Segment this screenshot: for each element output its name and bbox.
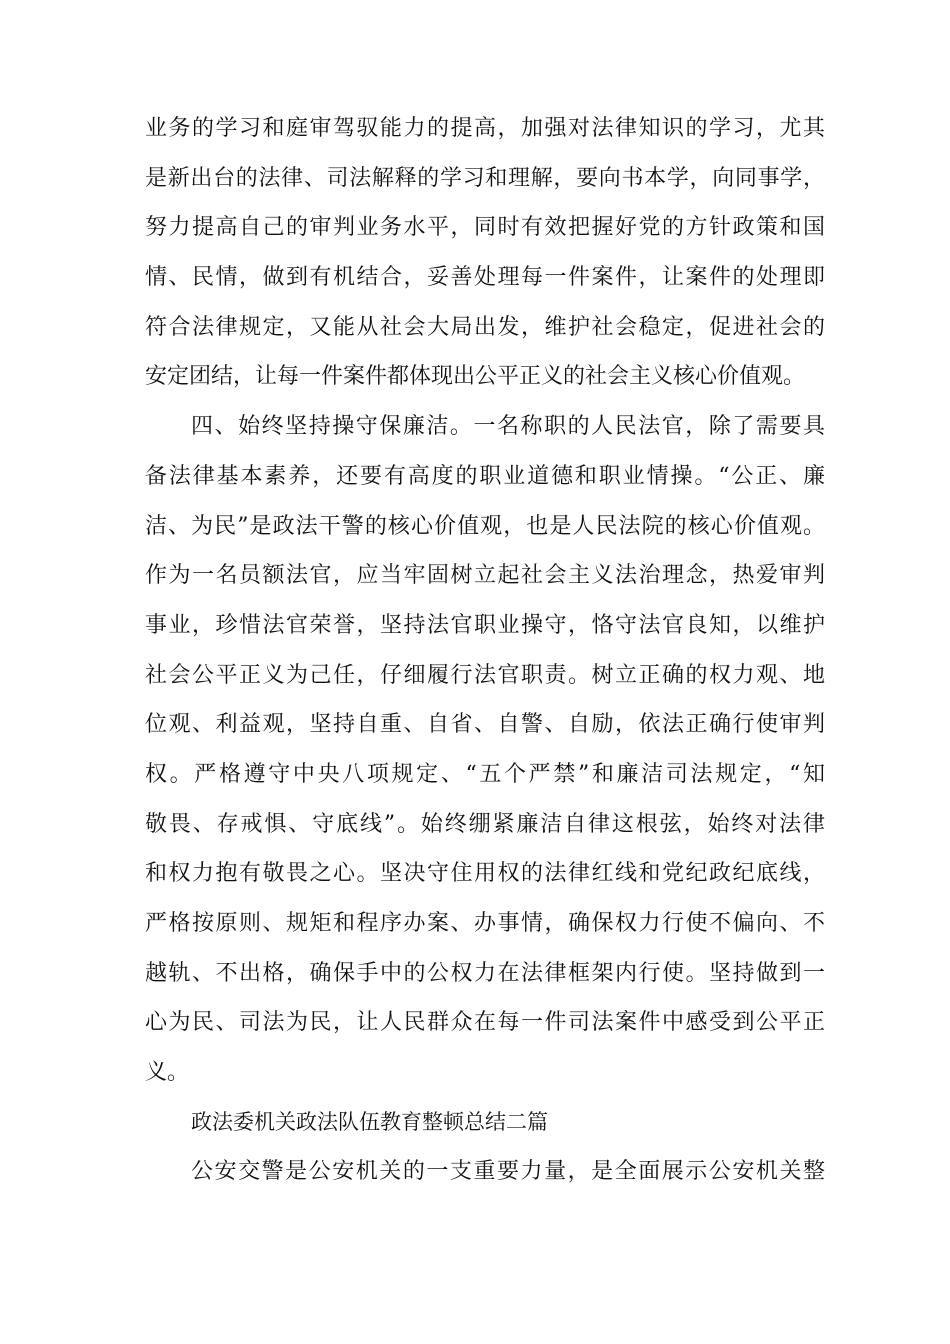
text-line: 社会公平正义为己任，仔细履行法官职责。树立正确的权力观、地 (145, 662, 825, 688)
text-line: 安定团结，让每一件案件都体现出公平正义的社会主义核心价值观。 (145, 364, 806, 390)
text-line: 权。严格遵守中央八项规定、“五个严禁”和廉洁司法规定，“知 (145, 761, 825, 787)
paragraph (145, 1147, 825, 1197)
text-line: 业务的学习和庭审驾驭能力的提高，加强对法律知识的学习，尤其 (145, 116, 825, 141)
document-body (145, 104, 825, 1197)
section-title: 政法委机关政法队伍教育整顿总结二篇 (191, 1109, 548, 1134)
text-line: 是新出台的法律、司法解释的学习和理解，要向书本学，向同事学， (145, 165, 825, 191)
text-line: 越轨、不出格，确保手中的公权力在法律框架内行使。坚持做到一 (145, 960, 825, 986)
text-line: 备法律基本素养，还要有高度的职业道德和职业情操。“公正、廉 (145, 463, 825, 489)
text-line: 位观、利益观，坚持自重、自省、自警、自励，依法正确行使审判 (145, 712, 825, 738)
text-line: 情、民情，做到有机结合，妥善处理每一件案件，让案件的处理即 (145, 265, 825, 291)
text-line: 洁、为民”是政法干警的核心价值观，也是人民法院的核心价值观。 (145, 513, 825, 539)
text-line: 作为一名员额法官，应当牢固树立起社会主义法治理念，热爱审判 (145, 563, 825, 589)
paragraph (145, 402, 825, 1098)
text-line: 符合法律规定，又能从社会大局出发，维护社会稳定，促进社会的 (145, 314, 825, 340)
text-line: 和权力抱有敬畏之心。坚决守住用权的法律红线和党纪政纪底线， (145, 861, 825, 887)
text-line: 义。 (145, 1060, 190, 1086)
paragraph (145, 104, 825, 402)
text-line: 心为民、司法为民，让人民群众在每一件司法案件中感受到公平正 (145, 1010, 825, 1036)
text-line: 事业，珍惜法官荣誉，坚持法官职业操守，恪守法官良知，以维护 (145, 612, 825, 638)
text-line: 敬畏、存戒惧、守底线”。始终绷紧廉洁自律这根弦，始终对法律 (145, 811, 825, 837)
text-line: 四、始终坚持操守保廉洁。一名称职的人民法官，除了需要具 (191, 414, 825, 440)
text-line: 严格按原则、规矩和程序办案、办事情，确保权力行使不偏向、不 (145, 911, 825, 936)
text-line: 公安交警是公安机关的一支重要力量，是全面展示公安机关整 (191, 1159, 825, 1185)
text-line: 努力提高自己的审判业务水平，同时有效把握好党的方针政策和国 (145, 215, 825, 241)
